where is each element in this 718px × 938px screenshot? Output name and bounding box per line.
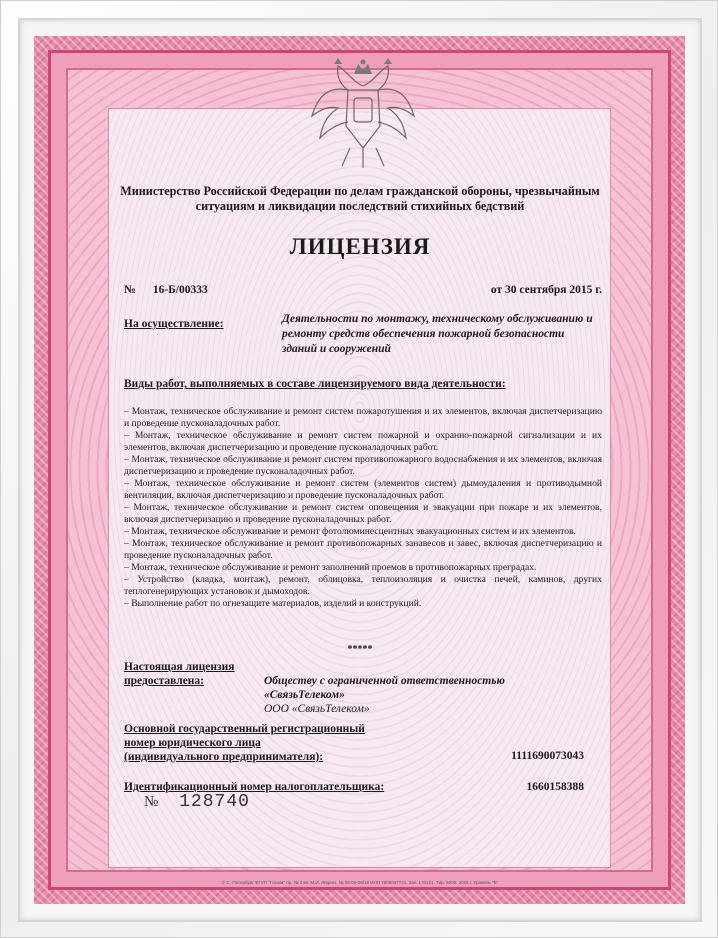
document-title: ЛИЦЕНЗИЯ xyxy=(289,234,431,259)
serial-sign: № xyxy=(144,794,160,810)
list-item: – Монтаж, техническое обслуживание и ремонт систем пожарной и охранно-пожарной сигнализации и их элементов, включая диспетчеризацию и проведение пусконаладочных работ. xyxy=(124,430,602,453)
list-item: – Монтаж, техническое обслуживание и ремонт фотолюминесцентных эвакуационных систем и их элементов. xyxy=(124,526,576,537)
purpose-label: На осуществление: xyxy=(124,318,224,330)
list-item: – Устройство (кладка, монтаж), ремонт, облицовка, теплоизоляция и очистка печей, каминов, других теплогенерирующих установок и дымоходов. xyxy=(124,574,602,597)
works-list xyxy=(124,406,602,610)
list-item: – Монтаж, техническое обслуживание и ремонт противопожарных занавесов и завес, включая диспетчеризацию и проведение пусконаладочных работ. xyxy=(124,538,602,561)
serial-number-value: 128740 xyxy=(179,792,250,812)
printer-imprint: © С.-Петербург ФГУП "Гознак" пр. № 2 кв. М.И. Лиценз. № 05-05-09/19 ИНН 7808037741. Зак. 170121. Тир. 5000. 2015 г. Уровень "Б" xyxy=(221,880,499,885)
granted-short-name: ООО «СвязьТелеком» xyxy=(264,703,370,715)
ministry-name: Министерство Российской Федерации по делам гражданской обороны, чрезвычайным ситуациям и ликвидации последствий стихийных бедствий xyxy=(120,184,600,213)
ogrn-value: 1111690073043 xyxy=(511,750,584,762)
works-title: Виды работ, выполняемых в составе лицензируемого вида деятельности: xyxy=(124,378,506,390)
granted-label-line-2: предоставлена: xyxy=(124,675,205,687)
list-item: – Монтаж, техническое обслуживание и ремонт систем пожаротушения и их элементов, включая диспетчеризацию и проведение пусконаладочных работ. xyxy=(124,406,602,429)
list-item: – Монтаж, техническое обслуживание и ремонт заполнений проемов в противопожарных преградах. xyxy=(124,562,537,573)
list-item: – Монтаж, техническое обслуживание и ремонт систем оповещения и эвакуации при пожаре и их элементов, включая диспетчеризацию и проведение пусконаладочных работ. xyxy=(124,502,602,525)
purpose-text: Деятельности по монтажу, техническому обслуживанию и ремонту средств обеспечения пожарной безопасности зданий и сооружений xyxy=(282,313,593,355)
license-content xyxy=(118,48,602,890)
list-item: – Монтаж, техническое обслуживание и ремонт систем противопожарного водоснабжения и их элементов, включая диспетчеризацию и проведение пусконаладочных работ. xyxy=(124,454,602,477)
inn-value: 1660158388 xyxy=(526,781,584,793)
ogrn-label xyxy=(124,722,365,764)
list-item: – Выполнение работ по огнезащите материалов, изделий и конструкций. xyxy=(124,598,422,609)
ogrn-label-line-1: Основной государственный регистрационный xyxy=(124,723,365,735)
license-date: от 30 сентября 2015 г. xyxy=(490,284,602,296)
inn-label: Идентификационный номер налогоплательщика: xyxy=(124,781,385,793)
serial-number xyxy=(144,792,250,812)
granted-to xyxy=(264,674,594,716)
granted-label-line-1: Настоящая лицензия xyxy=(124,661,235,673)
granted-label xyxy=(124,660,235,688)
double-headed-eagle-emblem-icon xyxy=(308,56,418,176)
license-number: 16-Б/00333 xyxy=(152,284,208,296)
granted-to-line-1: Обществу с ограниченной ответственностью xyxy=(264,675,505,687)
stars-divider: ***** xyxy=(347,644,373,655)
number-sign: № xyxy=(124,284,136,296)
ogrn-label-line-2: номер юридического лица xyxy=(124,737,261,749)
granted-to-line-2: «СвязьТелеком» xyxy=(264,689,345,701)
list-item: – Монтаж, техническое обслуживание и ремонт систем (элементов систем) дымоудаления и противодымной вентиляции, включая диспетчеризацию и проведение пусконаладочных работ. xyxy=(124,478,602,501)
license-number-row xyxy=(124,284,602,296)
ogrn-label-line-3: (индивидуального предпринимателя): xyxy=(124,751,324,763)
